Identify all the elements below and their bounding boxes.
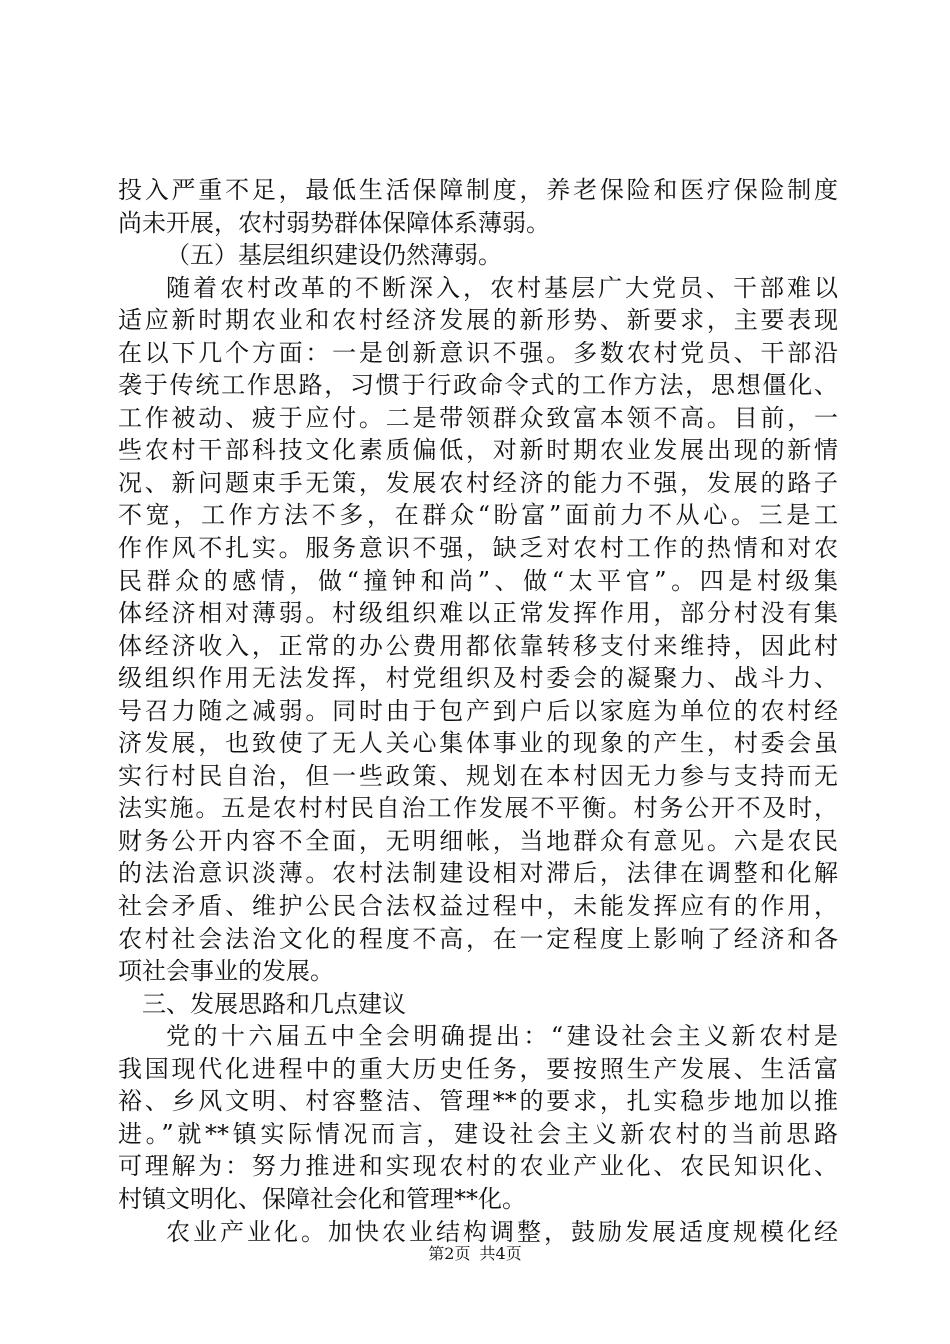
text-line: 工作被动、疲于应付。二是带领群众致富本领不高。目前，一 xyxy=(118,403,838,432)
text-line: 民群众的感情，做“撞钟和尚”、做“太平官”。四是村级集 xyxy=(118,566,838,595)
text-line: 号召力随之减弱。同时由于包产到户后以家庭为单位的农村经 xyxy=(118,696,838,725)
text-line: 投入严重不足，最低生活保障制度，养老保险和医疗保险制度 xyxy=(118,176,838,204)
text-line: 农业产业化。加快农业结构调整，鼓励发展适度规模化经 xyxy=(166,1217,838,1246)
text-line: 裕、乡风文明、村容整洁、管理**的要求，扎实稳步地加以推 xyxy=(118,1087,838,1116)
text-line: 尚未开展，农村弱势群体保障体系薄弱。 xyxy=(118,208,550,237)
text-line: 袭于传统工作思路，习惯于行政命令式的工作方法，思想僵化、 xyxy=(118,371,838,400)
text-line: 级组织作用无法发挥，村党组织及村委会的凝聚力、战斗力、 xyxy=(118,664,838,693)
text-line: 况、新问题束手无策，发展农村经济的能力不强，发展的路子 xyxy=(118,468,838,497)
text-line: 随着农村改革的不断深入，农村基层广大党员、干部难以 xyxy=(166,273,838,302)
section-heading: 三、发展思路和几点建议 xyxy=(142,989,406,1018)
text-line: 作作风不扎实。服务意识不强，缺乏对农村工作的热情和对农 xyxy=(118,534,838,563)
text-line: 村镇文明化、保障社会化和管理**化。 xyxy=(118,1184,526,1213)
section-heading: （五）基层组织建设仍然薄弱。 xyxy=(166,241,502,270)
text-line: 社会矛盾、维护公民合法权益过程中，未能发挥应有的作用， xyxy=(118,892,838,921)
text-line: 我国现代化进程中的重大历史任务，要按照生产发展、生活富 xyxy=(118,1054,838,1083)
page-footer xyxy=(0,1244,950,1264)
text-line: 适应新时期农业和农村经济发展的新形势、新要求，主要表现 xyxy=(118,306,838,335)
page-total: 共4页 xyxy=(479,1244,522,1263)
text-line: 体经济收入，正常的办公费用都依靠转移支付来维持，因此村 xyxy=(118,631,838,660)
text-line: 济发展，也致使了无人关心集体事业的现象的产生，村委会虽 xyxy=(118,729,838,758)
text-line: 党的十六届五中全会明确提出：“建设社会主义新农村是 xyxy=(166,1022,838,1051)
page-number: 第2页 xyxy=(428,1244,471,1263)
text-line: 些农村干部科技文化素质偏低，对新时期农业发展出现的新情 xyxy=(118,436,838,465)
text-line: 财务公开内容不全面，无明细帐，当地群众有意见。六是农民 xyxy=(118,826,838,855)
text-line: 农村社会法治文化的程度不高，在一定程度上影响了经济和各 xyxy=(118,924,838,953)
text-line: 可理解为：努力推进和实现农村的农业产业化、农民知识化、 xyxy=(118,1152,838,1181)
text-line: 的法治意识淡薄。农村法制建设相对滞后，法律在调整和化解 xyxy=(118,859,838,888)
text-line: 不宽，工作方法不多，在群众“盼富”面前力不从心。三是工 xyxy=(118,501,838,530)
text-line: 实行村民自治，但一些政策、规划在本村因无力参与支持而无 xyxy=(118,761,838,790)
document-body xyxy=(118,174,838,1248)
text-line: 体经济相对薄弱。村级组织难以正常发挥作用，部分村没有集 xyxy=(118,599,838,628)
text-line: 进。”就**镇实际情况而言，建设社会主义新农村的当前思路 xyxy=(118,1119,838,1148)
text-line: 在以下几个方面：一是创新意识不强。多数农村党员、干部沿 xyxy=(118,338,838,367)
text-line: 项社会事业的发展。 xyxy=(118,957,334,986)
text-line: 法实施。五是农村村民自治工作发展不平衡。村务公开不及时， xyxy=(118,794,838,823)
